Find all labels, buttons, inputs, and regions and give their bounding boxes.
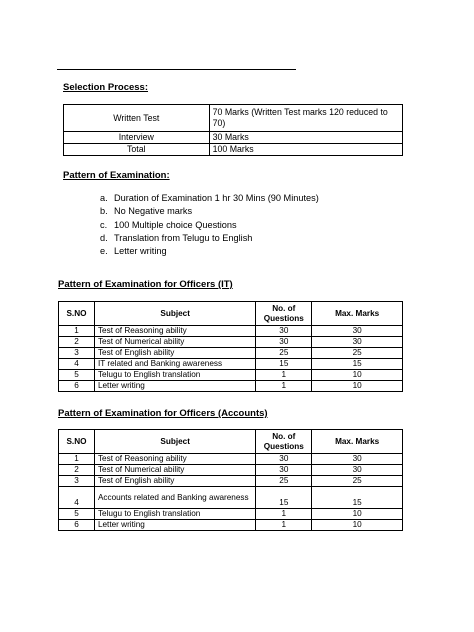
list-marker: c. <box>100 219 108 230</box>
top-divider <box>57 69 296 70</box>
selection-heading: Selection Process: <box>63 82 149 93</box>
sno-cell: 6 <box>59 381 95 392</box>
accounts-exam-table <box>58 429 403 531</box>
marks-cell: 30 <box>312 454 403 465</box>
subject-cell: Test of English ability <box>94 476 255 487</box>
selection-table <box>63 104 403 156</box>
questions-cell: 15 <box>256 359 312 370</box>
column-header: No. of Questions <box>256 430 312 454</box>
questions-cell: 30 <box>256 337 312 348</box>
list-marker: e. <box>100 246 108 257</box>
questions-cell: 25 <box>256 476 312 487</box>
selection-value: 100 Marks <box>209 144 402 156</box>
marks-cell: 15 <box>312 487 403 509</box>
column-header: Subject <box>94 302 255 326</box>
sno-cell: 5 <box>59 370 95 381</box>
subject-cell: Accounts related and Banking awareness <box>94 487 255 509</box>
marks-cell: 30 <box>312 337 403 348</box>
questions-cell: 1 <box>256 509 312 520</box>
it-exam-table <box>58 301 403 392</box>
subject-cell: Test of Reasoning ability <box>94 454 255 465</box>
marks-cell: 30 <box>312 465 403 476</box>
sno-cell: 5 <box>59 509 95 520</box>
selection-label: Written Test <box>64 105 210 132</box>
questions-cell: 30 <box>256 465 312 476</box>
table-row <box>59 454 403 465</box>
questions-cell: 1 <box>256 381 312 392</box>
marks-cell: 10 <box>312 381 403 392</box>
subject-cell: Test of Numerical ability <box>94 337 255 348</box>
subject-cell: Letter writing <box>94 520 255 531</box>
table-row <box>59 520 403 531</box>
selection-label: Interview <box>64 132 210 144</box>
table-row <box>59 359 403 370</box>
questions-cell: 30 <box>256 326 312 337</box>
marks-cell: 25 <box>312 348 403 359</box>
questions-cell: 15 <box>256 487 312 509</box>
selection-row <box>64 105 403 132</box>
marks-cell: 10 <box>312 520 403 531</box>
subject-cell: Test of Reasoning ability <box>94 326 255 337</box>
sno-cell: 1 <box>59 326 95 337</box>
list-marker: d. <box>100 232 108 243</box>
questions-cell: 25 <box>256 348 312 359</box>
marks-cell: 15 <box>312 359 403 370</box>
list-text: No Negative marks <box>114 206 193 217</box>
list-text: Translation from Telugu to English <box>114 232 253 243</box>
column-header: S.NO <box>59 430 95 454</box>
column-header: S.NO <box>59 302 95 326</box>
sno-cell: 2 <box>59 337 95 348</box>
table-row <box>59 370 403 381</box>
subject-cell: Telugu to English translation <box>94 370 255 381</box>
sno-cell: 4 <box>59 487 95 509</box>
list-marker: a. <box>100 193 108 203</box>
sno-cell: 6 <box>59 520 95 531</box>
sno-cell: 3 <box>59 476 95 487</box>
list-text: 100 Multiple choice Questions <box>114 219 237 230</box>
questions-cell: 1 <box>256 370 312 381</box>
it-table-heading: Pattern of Examination for Officers (IT) <box>58 279 233 290</box>
marks-cell: 30 <box>312 326 403 337</box>
table-header-row <box>59 302 403 326</box>
selection-label: Total <box>64 144 210 156</box>
column-header: No. of Questions <box>256 302 312 326</box>
column-header: Max. Marks <box>312 430 403 454</box>
sno-cell: 1 <box>59 454 95 465</box>
table-row <box>59 487 403 509</box>
list-item <box>100 232 319 245</box>
sno-cell: 3 <box>59 348 95 359</box>
questions-cell: 1 <box>256 520 312 531</box>
sno-cell: 2 <box>59 465 95 476</box>
subject-cell: Telugu to English translation <box>94 509 255 520</box>
column-header: Max. Marks <box>312 302 403 326</box>
table-row <box>59 465 403 476</box>
questions-cell: 30 <box>256 454 312 465</box>
selection-row <box>64 144 403 156</box>
selection-value: 30 Marks <box>209 132 402 144</box>
list-item <box>100 192 319 205</box>
selection-value: 70 Marks (Written Test marks 120 reduced to 70) <box>209 105 402 132</box>
marks-cell: 10 <box>312 370 403 381</box>
subject-cell: Letter writing <box>94 381 255 392</box>
subject-cell: Test of English ability <box>94 348 255 359</box>
list-text: Duration of Examination 1 hr 30 Mins (90 Minutes) <box>114 193 319 203</box>
list-marker: b. <box>100 206 108 217</box>
sno-cell: 4 <box>59 359 95 370</box>
list-item <box>100 219 319 232</box>
pattern-heading: Pattern of Examination: <box>63 170 170 181</box>
pattern-list <box>100 192 319 258</box>
selection-row <box>64 132 403 144</box>
table-row <box>59 337 403 348</box>
subject-cell: Test of Numerical ability <box>94 465 255 476</box>
table-row <box>59 348 403 359</box>
marks-cell: 25 <box>312 476 403 487</box>
list-item <box>100 205 319 218</box>
list-item <box>100 245 319 258</box>
table-row <box>59 476 403 487</box>
column-header: Subject <box>94 430 255 454</box>
list-text: Letter writing <box>114 246 167 257</box>
accounts-table-heading: Pattern of Examination for Officers (Accounts) <box>58 408 268 419</box>
marks-cell: 10 <box>312 509 403 520</box>
table-row <box>59 509 403 520</box>
table-header-row <box>59 430 403 454</box>
subject-cell: IT related and Banking awareness <box>94 359 255 370</box>
table-row <box>59 381 403 392</box>
table-row <box>59 326 403 337</box>
